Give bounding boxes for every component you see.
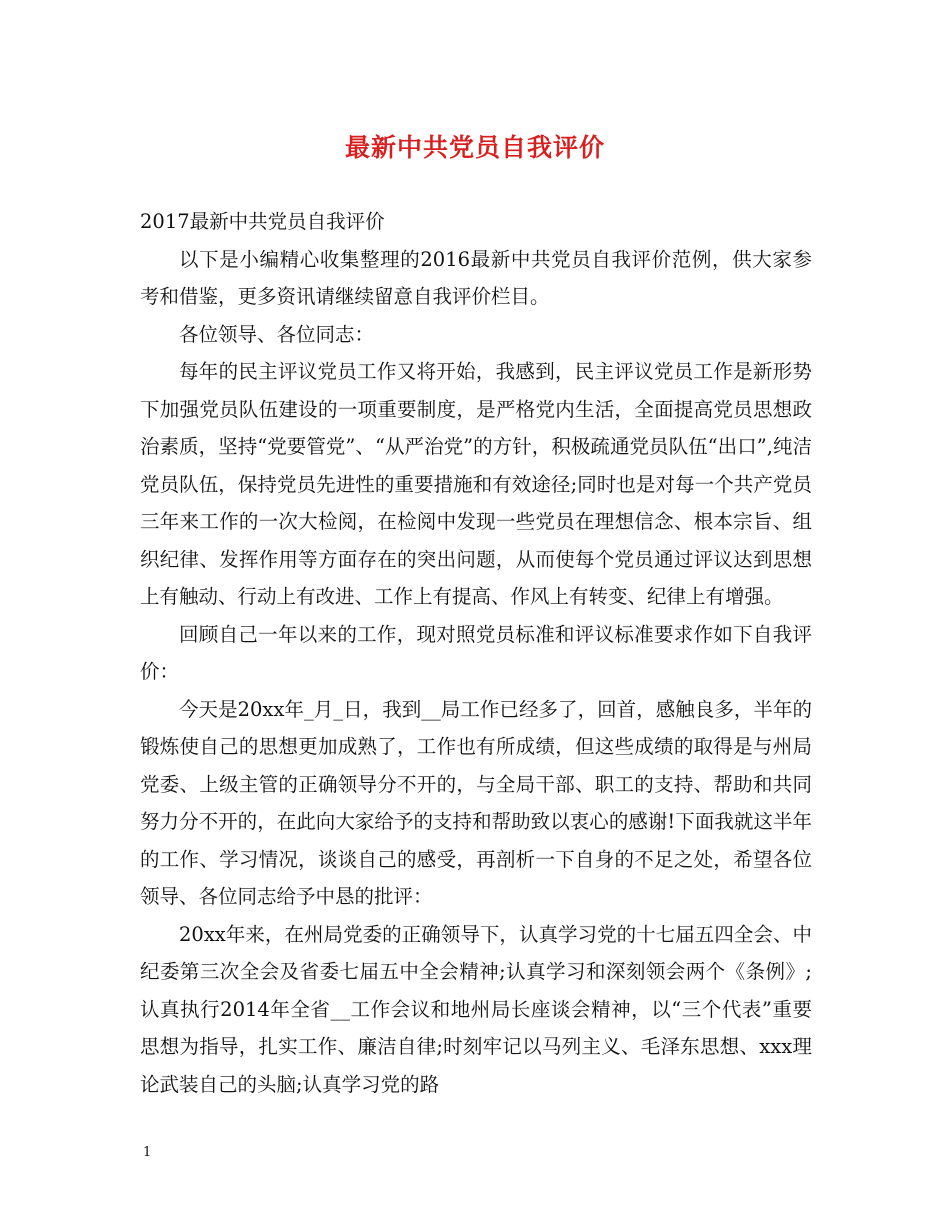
document-title: 最新中共党员自我评价 (344, 133, 605, 162)
paragraph-salutation: 各位领导、各位同志： (179, 322, 375, 346)
document-subtitle: 2017最新中共党员自我评价 (140, 210, 385, 233)
page-number: 1 (143, 1145, 152, 1160)
paragraph-intro: 以下是小编精心收集整理的2016最新中共党员自我评价范例，供大家参考和借鉴，更多资讯请继续留意自我评价栏目。 (140, 247, 812, 308)
paragraph-evaluation-purpose: 每年的民主评议党员工作又将开始，我感到，民主评议党员工作是新形势下加强党员队伍建设的一项重要制度，是严格党内生活，全面提高党员思想政治素质，坚持“党要管党”、“从严治党”的方针，积极疏通党员队伍“出口”,纯洁党员队伍，保持党员先进性的重要措施和有效途径;同时也是对每一个共产党员三年来工作的一次大检阅，在检阅中发现一些党员在理想信念、根本宗旨、组织纪律、发挥作用等方面存在的突出问题，从而使每个党员通过评议达到思想上有触动、行动上有改进、工作上有提高、作风上有转变、纪律上有增强。 (140, 360, 812, 608)
document-body (140, 203, 812, 1103)
paragraph-study: 20xx年来，在州局党委的正确领导下，认真学习党的十七届五四全会、中纪委第三次全会及省委七届五中全会精神;认真学习和深刻领会两个《条例》;认真执行2014年全省__工作会议和地州局长座谈会精神，以“三个代表”重要思想为指导，扎实工作、廉洁自律;时刻牢记以马列主义、毛泽东思想、xxx理论武装自己的头脑;认真学习党的路 (140, 922, 812, 1096)
paragraph-review: 回顾自己一年以来的工作，现对照党员标准和评议标准要求作如下自我评价： (140, 622, 812, 683)
paragraph-work-summary: 今天是20xx年_月_日，我到__局工作已经多了，回首，感触良多，半年的锻炼使自己的思想更加成熟了，工作也有所成绩，但这些成绩的取得是与州局党委、上级主管的正确领导分不开的，与全局干部、职工的支持、帮助和共同努力分不开的，在此向大家给予的支持和帮助致以衷心的感谢!下面我就这半年的工作、学习情况，谈谈自己的感受，再剖析一下自身的不足之处，希望各位领导、各位同志给予中恳的批评： (140, 697, 812, 908)
